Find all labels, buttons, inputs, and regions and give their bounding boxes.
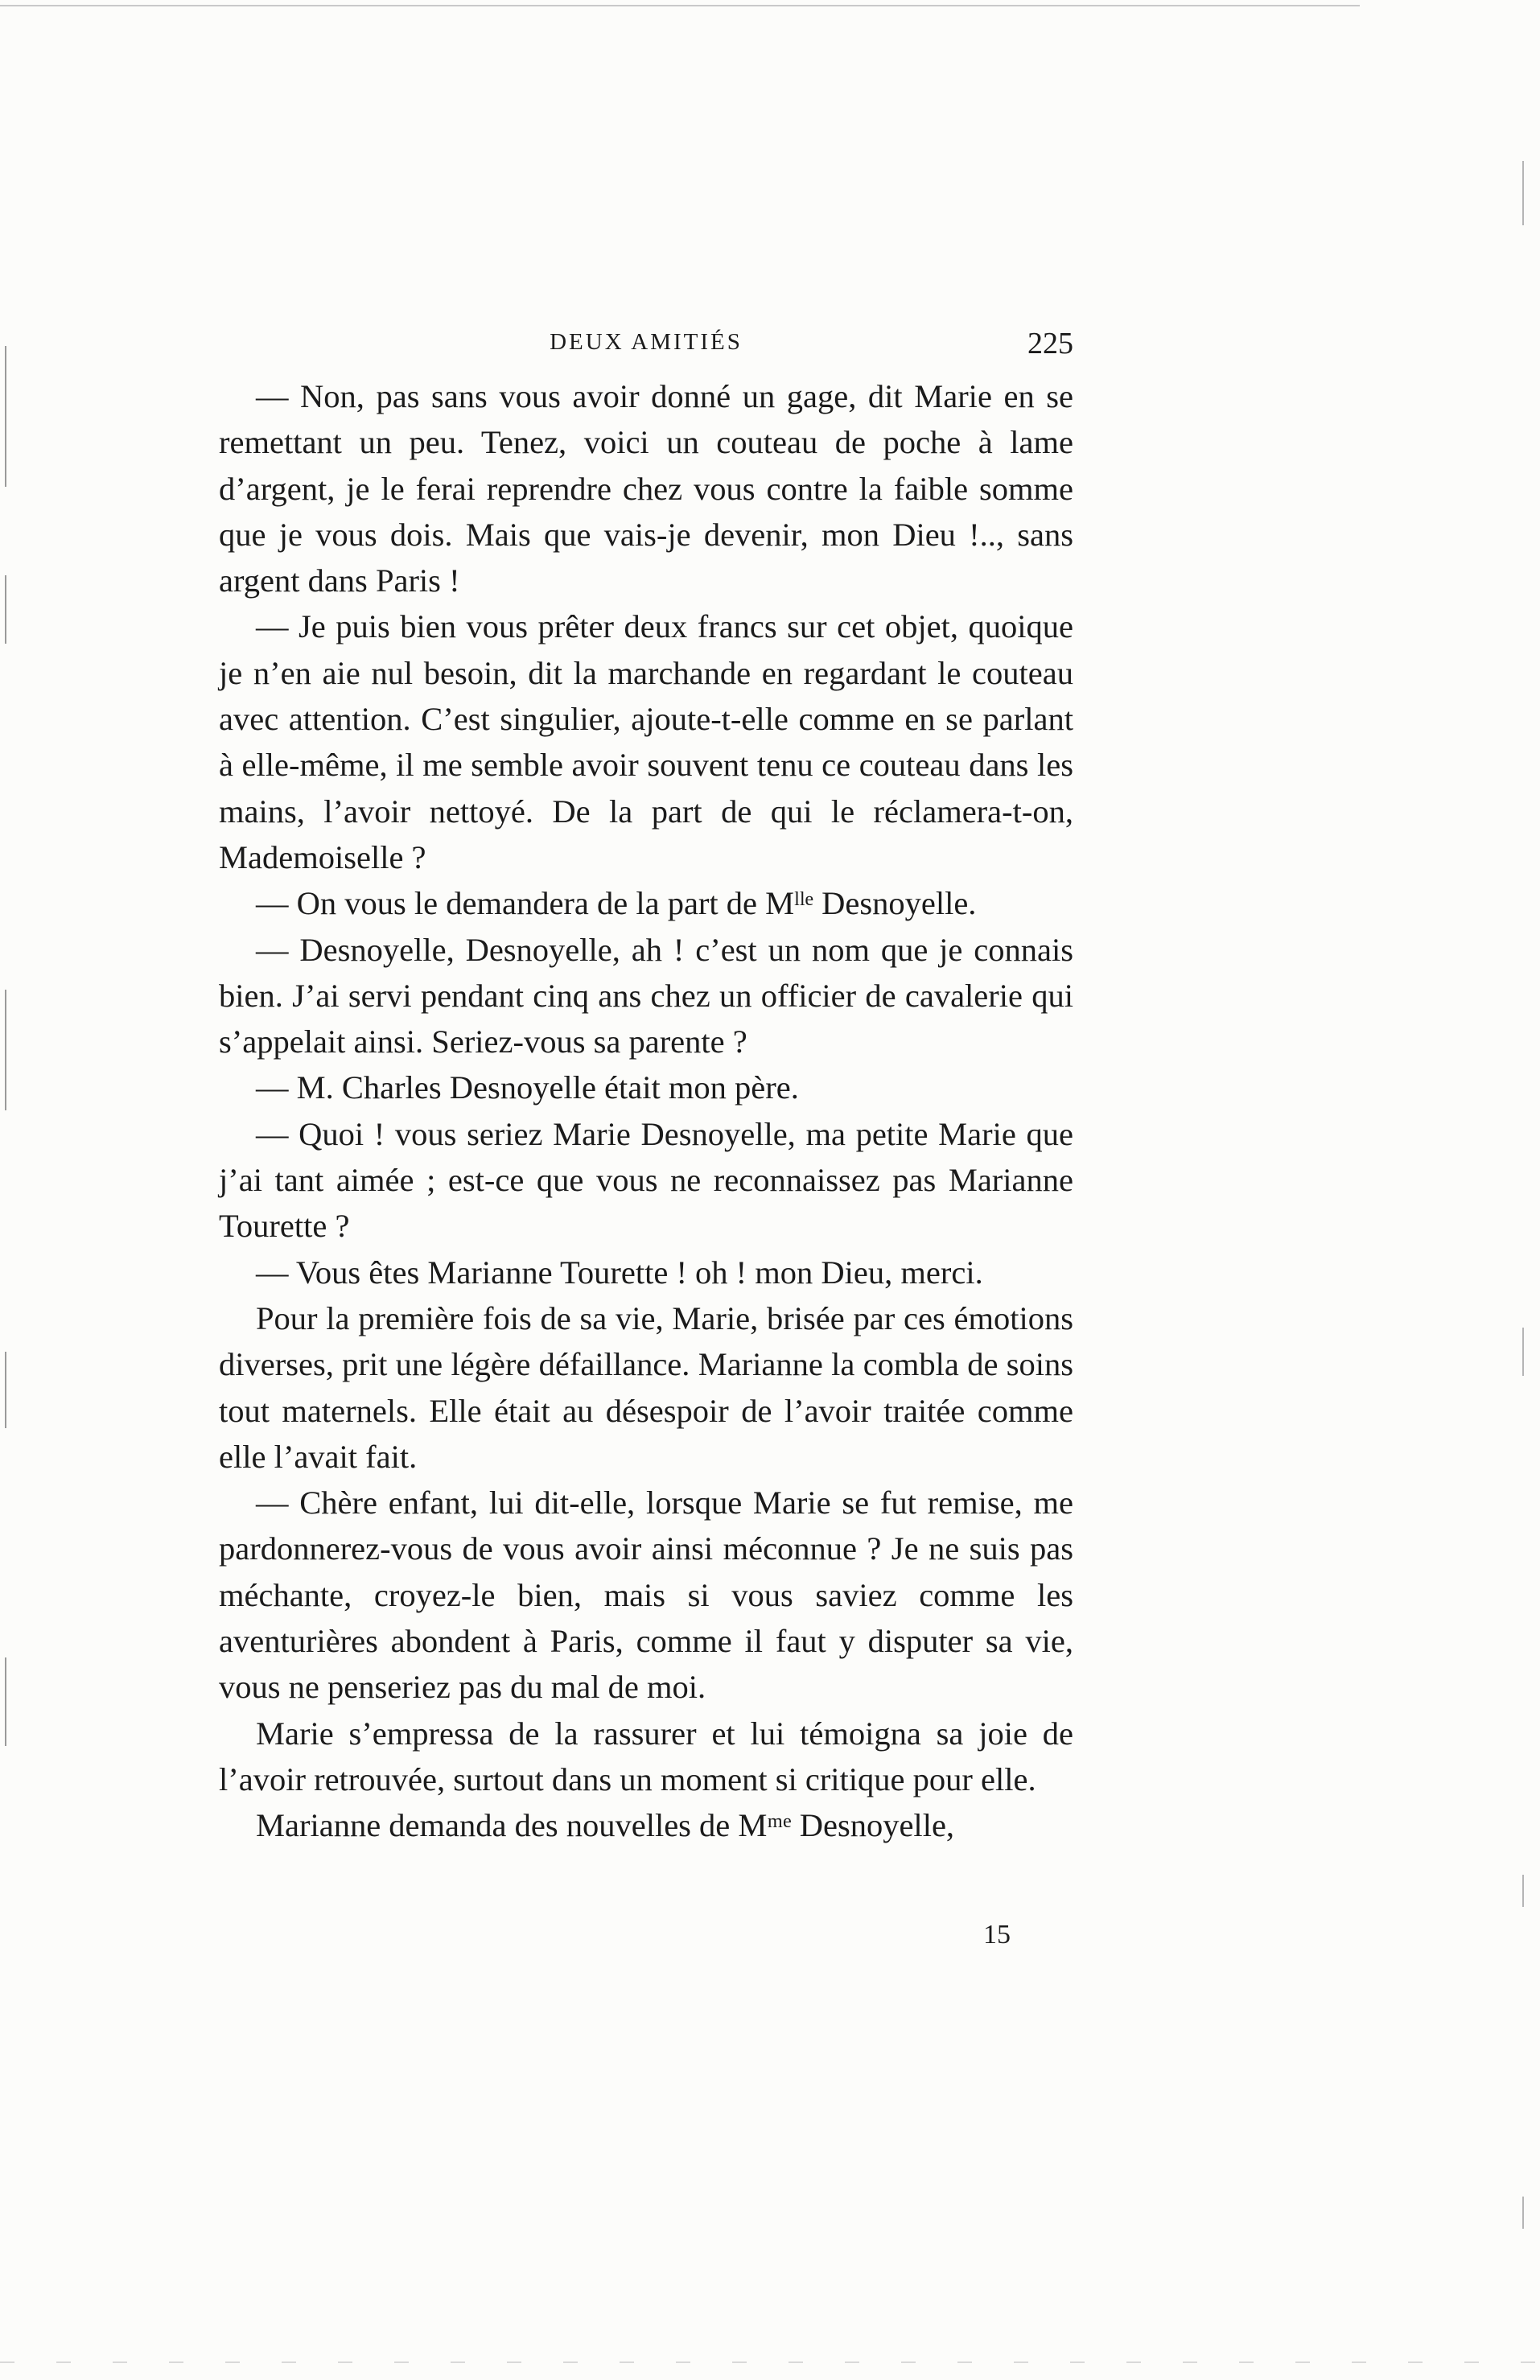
- body-text: [219, 373, 1073, 1849]
- right-margin-edge: [1522, 1875, 1524, 1907]
- signature-mark: 15: [983, 1920, 1011, 1950]
- paragraph: — Desnoyelle, Desnoyelle, ah ! c’est un nom que je connais bien. J’ai servi pendant cinq ans chez un officier de cavalerie qui s’appelait ainsi. Seriez-vous sa parente ?: [219, 931, 1073, 1060]
- paragraph: — Chère enfant, lui dit-elle, lorsque Marie se fut remise, me pardonnerez-vous de vous avoir ainsi méconnue ? Je ne suis pas méchante, croyez-le bien, mais si vous saviez comme les aventurières abondent à Paris, comme il faut y disputer sa vie, vous ne penseriez pas du mal de moi.: [219, 1484, 1073, 1706]
- page-header: [219, 326, 1073, 368]
- left-margin-edge: [5, 346, 6, 487]
- left-margin-edge: [5, 1657, 6, 1746]
- page-number: 225: [1027, 327, 1073, 360]
- paragraph: — Je puis bien vous prêter deux francs sur cet objet, quoique je n’en aie nul besoin, dit la marchande en regardant le couteau avec attention. C’est singulier, ajoute-t-elle comme en se parlant à elle-même, il me semble avoir souvent tenu ce couteau dans les mains, l’avoir nettoyé. De la part de qui le réclamera-t-on, Mademoiselle ?: [219, 608, 1073, 875]
- running-title: DEUX AMITIÉS: [550, 329, 743, 355]
- page-top-rule: [0, 5, 1360, 6]
- paragraph: — Non, pas sans vous avoir donné un gage, dit Marie en se remettant un peu. Tenez, voici un couteau de poche à lame d’argent, je le ferai reprendre chez vous contre la faible somme que je vous dois. Mais que vais-je devenir, mon Dieu !.., sans argent dans Paris !: [219, 378, 1073, 599]
- left-margin-edge: [5, 1352, 6, 1428]
- paragraph: — Quoi ! vous seriez Marie Desnoyelle, ma petite Marie que j’ai tant aimée ; est-ce que vous ne reconnaissez pas Marianne Tourette ?: [219, 1115, 1073, 1245]
- paragraph: Marie s’empressa de la rassurer et lui témoigna sa joie de l’avoir retrouvée, surtout dans un moment si critique pour elle.: [219, 1715, 1073, 1797]
- right-margin-edge: [1522, 161, 1524, 225]
- paragraph: — Vous êtes Marianne Tourette ! oh ! mon Dieu, merci.: [256, 1254, 983, 1291]
- paragraph: Pour la première fois de sa vie, Marie, brisée par ces émotions diverses, prit une légère défaillance. Marianne la combla de soins tout maternels. Elle était au désespoir de l’avoir traitée comme elle l’avait fait.: [219, 1299, 1073, 1475]
- right-margin-edge: [1522, 1328, 1524, 1376]
- bottom-scan-noise: [0, 2361, 1540, 2363]
- paragraph: Marianne demanda des nouvelles de Mᵐᵉ Desnoyelle,: [256, 1807, 955, 1844]
- paragraph: — On vous le demandera de la part de Mˡˡᵉ Desnoyelle.: [256, 885, 977, 922]
- left-margin-edge: [5, 575, 6, 644]
- right-margin-edge: [1522, 2197, 1524, 2229]
- left-margin-edge: [5, 990, 6, 1110]
- paragraph: — M. Charles Desnoyelle était mon père.: [256, 1069, 799, 1106]
